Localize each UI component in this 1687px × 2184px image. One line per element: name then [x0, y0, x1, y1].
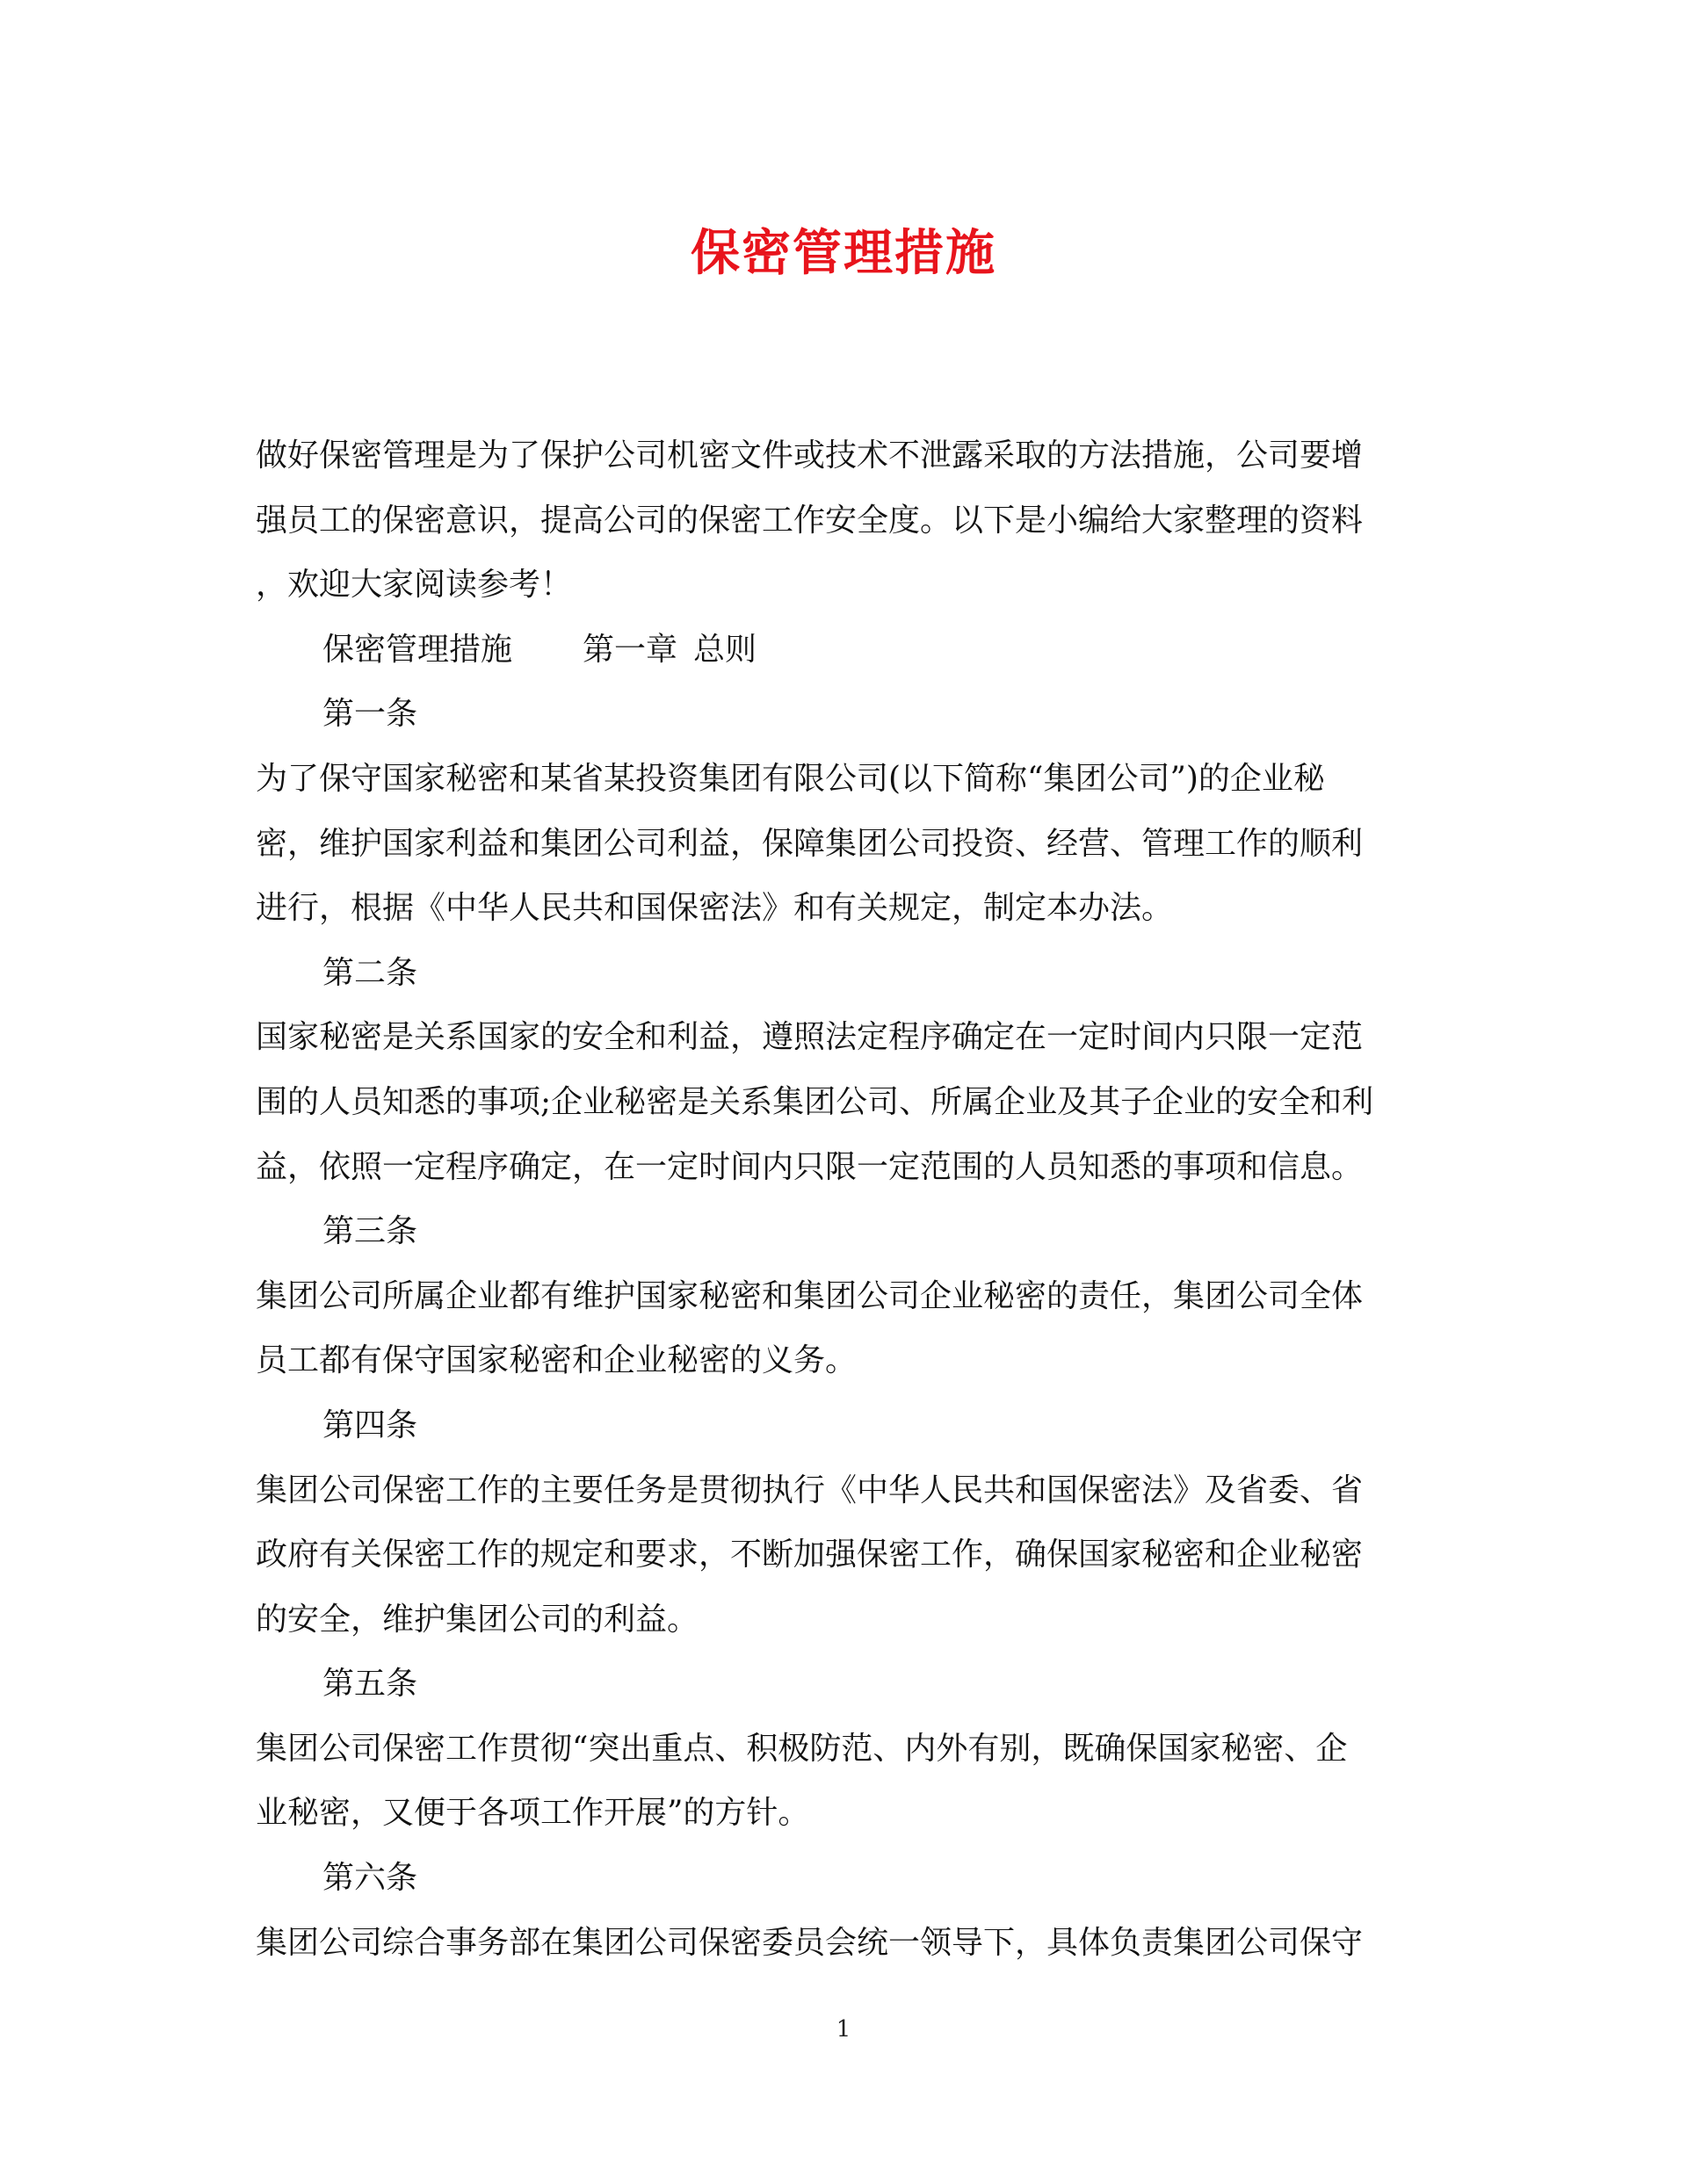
intro-line-1: 做好保密管理是为了保护公司机密文件或技术不泄露采取的方法措施，公司要增: [256, 438, 1364, 474]
article-1-line-2: 密，维护国家利益和集团公司利益，保障集团公司投资、经营、管理工作的顺利: [256, 825, 1364, 862]
article-3-line-1: 集团公司所属企业都有维护国家秘密和集团公司企业秘密的责任，集团公司全体: [256, 1277, 1364, 1314]
article-1-line-3: 进行，根据《中华人民共和国保密法》和有关规定，制定本办法。: [256, 890, 1174, 927]
chapter-heading-line: [256, 618, 1451, 683]
article-4-label: 第四条: [322, 1407, 418, 1443]
article-1-label: 第一条: [322, 696, 418, 733]
article-5-label: 第五条: [322, 1666, 418, 1703]
intro-line-3: ，欢迎大家阅读参考！: [256, 567, 573, 604]
intro-line-2: 强员工的保密意识，提高公司的保密工作安全度。以下是小编给大家整理的资料: [256, 502, 1364, 539]
article-1-line-1: 为了保守国家秘密和某省某投资集团有限公司(以下简称“集团公司”)的企业秘: [256, 760, 1325, 797]
document-title: 保密管理措施: [691, 224, 996, 282]
article-4-line-1: 集团公司保密工作的主要任务是贯彻执行《中华人民共和国保密法》及省委、省: [256, 1472, 1364, 1508]
article-4-line-3: 的安全，维护集团公司的利益。: [256, 1601, 699, 1638]
article-3-label: 第三条: [322, 1213, 418, 1250]
chapter-document-name: 保密管理措施: [322, 631, 513, 668]
article-3-line-2: 员工都有保守国家秘密和企业秘密的义务。: [256, 1342, 858, 1379]
article-4-line-2: 政府有关保密工作的规定和要求，不断加强保密工作，确保国家秘密和企业秘密: [256, 1537, 1364, 1573]
article-2-line-3: 益，依照一定程序确定，在一定时间内只限一定范围的人员知悉的事项和信息。: [256, 1148, 1364, 1185]
chapter-title: 总则: [693, 631, 757, 668]
article-6-line-1: 集团公司综合事务部在集团公司保密委员会统一领导下，具体负责集团公司保守: [256, 1924, 1364, 1961]
chapter-number: 第一章: [583, 631, 678, 668]
article-5-line-2: 业秘密，又便于各项工作开展”的方针。: [256, 1795, 810, 1832]
document-body: [256, 423, 1451, 1975]
article-2-line-2: 围的人员知悉的事项;企业秘密是关系集团公司、所属企业及其子企业的安全和利: [256, 1083, 1374, 1120]
article-2-line-1: 国家秘密是关系国家的安全和利益，遵照法定程序确定在一定时间内只限一定范: [256, 1019, 1364, 1056]
page-number: 1: [836, 2016, 851, 2043]
article-6-label: 第六条: [322, 1860, 418, 1897]
article-5-line-1: 集团公司保密工作贯彻“突出重点、积极防范、内外有别，既确保国家秘密、企: [256, 1730, 1348, 1767]
article-2-label: 第二条: [322, 954, 418, 991]
